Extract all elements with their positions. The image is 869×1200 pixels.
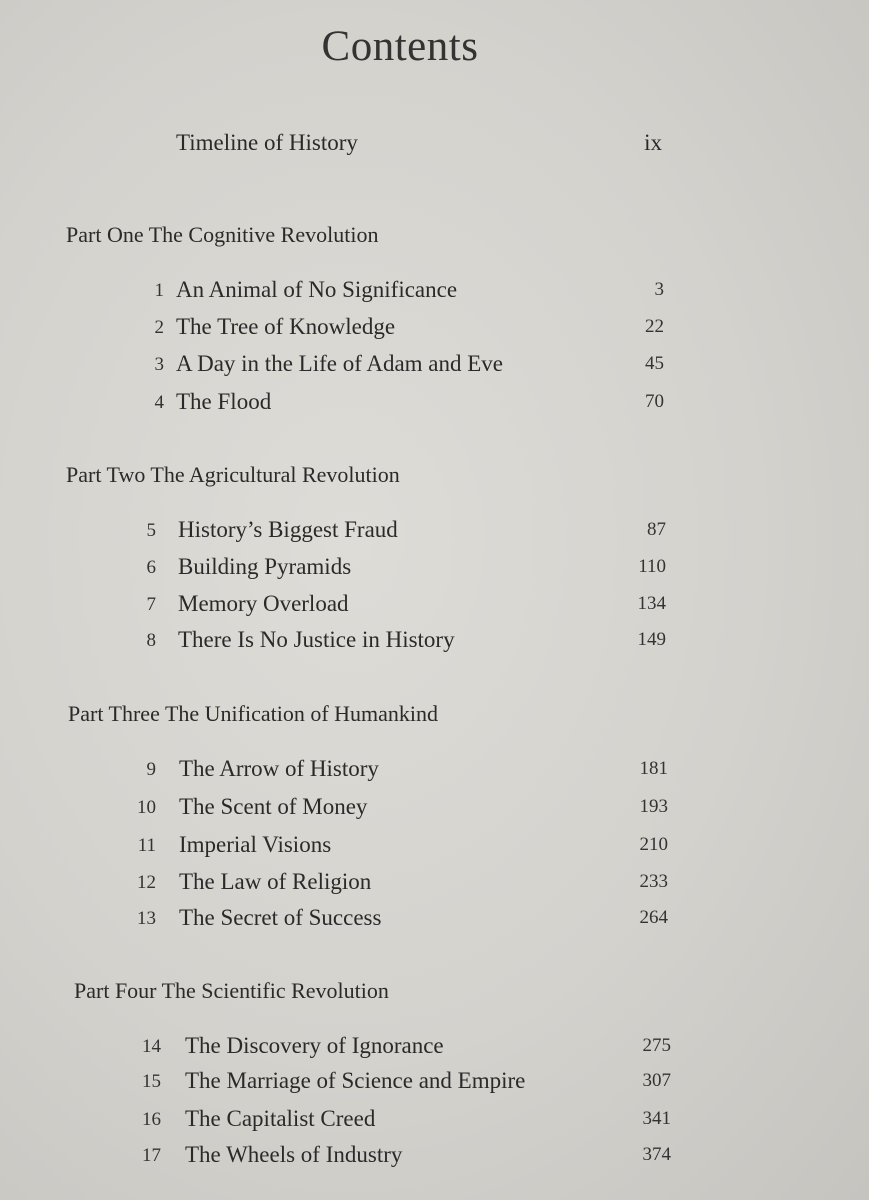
chapter-title: The Secret of Success (179, 905, 382, 930)
chapter-number: 11 (137, 835, 156, 856)
part-heading: Part One The Cognitive Revolution (66, 222, 379, 247)
chapter-page-number: 22 (645, 316, 664, 337)
chapter-title: A Day in the Life of Adam and Eve (176, 351, 504, 376)
chapter-title: An Animal of No Significance (176, 277, 458, 302)
chapter-title: Imperial Visions (179, 832, 332, 857)
chapter-title: History’s Biggest Fraud (178, 517, 398, 542)
page-title: Contents (321, 23, 479, 70)
chapter-number: 9 (146, 759, 156, 780)
chapter-title: The Capitalist Creed (185, 1106, 376, 1131)
chapter-title: The Marriage of Science and Empire (185, 1068, 526, 1093)
chapter-page-number: 181 (639, 758, 668, 779)
chapter-title: There Is No Justice in History (178, 627, 455, 652)
chapter-entry (130, 351, 664, 381)
chapter-entry (122, 627, 666, 657)
chapter-entry (130, 389, 664, 419)
chapter-title: Building Pyramids (178, 554, 352, 579)
chapter-entry (127, 1068, 671, 1098)
chapter-number: 16 (142, 1109, 161, 1130)
chapter-page-number: 193 (639, 796, 668, 817)
chapter-title: The Discovery of Ignorance (185, 1033, 444, 1058)
chapter-page-number: 87 (647, 519, 666, 540)
chapter-page-number: 3 (654, 279, 664, 300)
chapter-page-number: 110 (638, 556, 666, 577)
chapter-number: 1 (154, 280, 164, 301)
chapter-title: The Wheels of Industry (185, 1142, 403, 1167)
chapter-page-number: 70 (645, 391, 664, 412)
chapter-page-number: 233 (639, 871, 668, 892)
chapter-page-number: 134 (637, 593, 666, 614)
chapter-page-number: 264 (639, 907, 668, 928)
chapter-number: 15 (142, 1071, 161, 1092)
chapter-title: The Flood (176, 389, 272, 414)
chapter-entry (122, 554, 666, 584)
chapter-entry (122, 756, 668, 786)
chapter-number: 10 (137, 797, 156, 818)
chapter-page-number: 45 (645, 353, 664, 374)
chapter-entry (130, 314, 664, 344)
chapter-title: Memory Overload (178, 591, 349, 616)
part-heading: Part Four The Scientific Revolution (74, 978, 389, 1003)
chapter-entry (122, 794, 668, 824)
chapter-page-number: 275 (642, 1035, 671, 1056)
part-heading: Part Three The Unification of Humankind (68, 701, 439, 726)
chapter-number: 2 (154, 317, 164, 338)
chapter-entry (127, 1033, 671, 1063)
chapter-entry (122, 832, 668, 862)
chapter-page-number: 149 (637, 629, 666, 650)
chapter-entry (127, 1142, 671, 1172)
chapter-title: The Tree of Knowledge (176, 314, 396, 339)
chapter-number: 8 (146, 630, 156, 651)
chapter-page-number: 210 (639, 834, 668, 855)
chapter-number: 6 (146, 557, 156, 578)
timeline-label: Timeline of History (176, 130, 358, 155)
chapter-number: 5 (146, 520, 156, 541)
timeline-entry (176, 130, 664, 160)
chapter-entry (130, 277, 664, 307)
chapter-number: 12 (137, 872, 156, 893)
chapter-number: 14 (142, 1036, 161, 1057)
chapter-number: 13 (137, 908, 156, 929)
part-heading: Part Two The Agricultural Revolution (66, 462, 400, 487)
timeline-page-number: ix (644, 130, 662, 155)
chapter-entry (122, 591, 666, 621)
chapter-title: The Scent of Money (179, 794, 368, 819)
chapter-number: 3 (154, 354, 164, 375)
chapter-page-number: 341 (642, 1108, 671, 1129)
chapter-title: The Arrow of History (179, 756, 379, 781)
chapter-title: The Law of Religion (179, 869, 372, 894)
chapter-entry (127, 1106, 671, 1136)
chapter-number: 17 (142, 1145, 161, 1166)
chapter-entry (122, 905, 668, 935)
chapter-number: 7 (146, 594, 156, 615)
chapter-number: 4 (154, 392, 164, 413)
chapter-entry (122, 869, 668, 899)
chapter-entry (122, 517, 666, 547)
chapter-page-number: 307 (642, 1070, 671, 1091)
chapter-page-number: 374 (642, 1144, 671, 1165)
